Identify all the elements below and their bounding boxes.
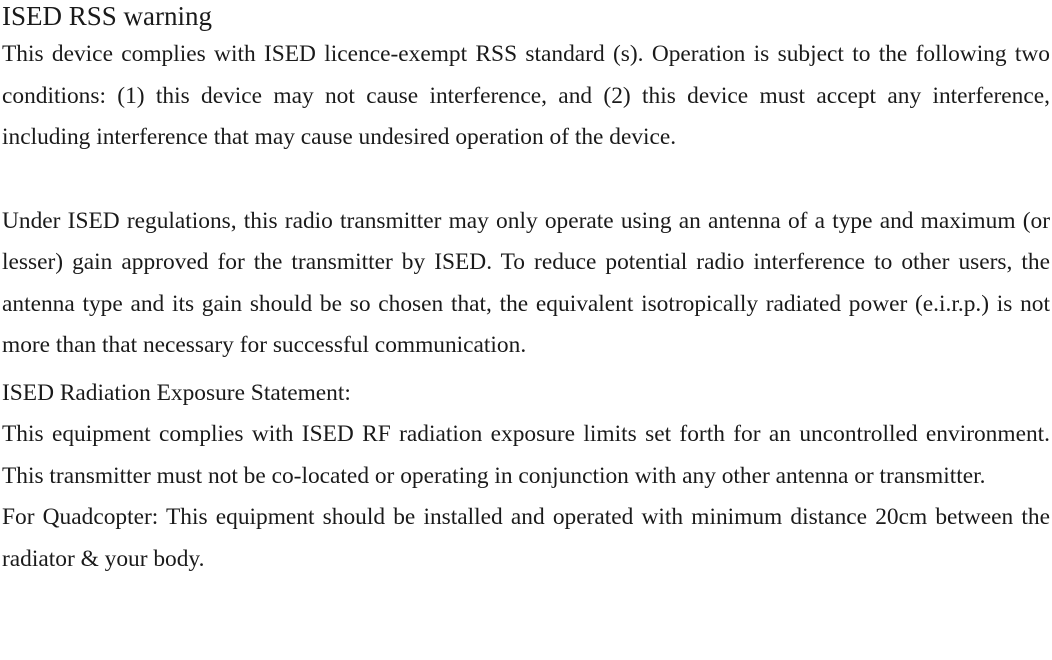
antenna-paragraph: Under ISED regulations, this radio transmitter may only operate using an antenna of a type and maximum (or lesser) gain approved for the transmitter by ISED. To reduce potential radio interference to other users, the antenna type and its gain should be so chosen that, the equivalent isotropically radiated power (e.i.r.p.) is not more than that necessary for successful communication. xyxy=(2,207,1050,358)
compliance-paragraph: This device complies with ISED licence-exempt RSS standard (s). Operation is subject to the following two conditions: (1) this device may not cause interference, and (2) this device must accept any interference, including interference that may cause undesired operation of the device. xyxy=(2,41,1050,150)
document-page xyxy=(2,0,1050,580)
quadcopter-note: For Quadcopter: This equipment should be installed and operated with minimum distance 20cm between the radiator & your body. xyxy=(2,504,1050,572)
radiation-heading: ISED Radiation Exposure Statement: xyxy=(2,379,351,406)
radiation-statement: This equipment complies with ISED RF radiation exposure limits set forth for an uncontrolled environment. This transmitter must not be co-located or operating in conjunction with any other antenna or transmitter. xyxy=(2,421,1050,489)
document-title: ISED RSS warning xyxy=(2,1,213,31)
paragraph-spacer xyxy=(2,159,1050,201)
